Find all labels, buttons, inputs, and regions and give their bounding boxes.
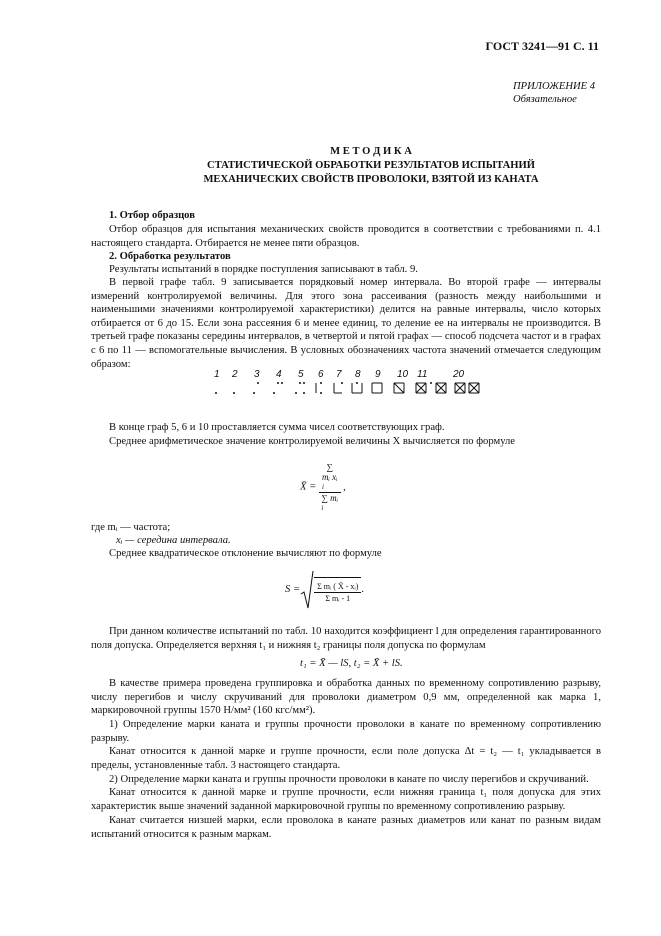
tally-label: 9 <box>375 369 381 380</box>
paragraph: Среднее арифметическое значение контролируемой величины X вычисляется по формуле <box>109 436 516 447</box>
tally-label: 8 <box>355 369 361 380</box>
tally-label: 6 <box>318 369 324 380</box>
tally-dot <box>303 382 305 384</box>
paragraph: В конце граф 5, 6 и 10 проставляется сумма чисел соответствующих граф. <box>109 422 445 433</box>
standard-code: ГОСТ 3241—91 С. 11 <box>485 39 599 53</box>
definition: где mᵢ — частота; <box>91 522 171 533</box>
tally-dot <box>215 392 217 394</box>
appendix-status: Обязательное <box>513 94 577 105</box>
tally-label: 7 <box>336 369 342 380</box>
tolerance-formula: t₁ = X̄ — lS, t₂ = X̄ + lS. <box>300 658 403 669</box>
tally-dot <box>430 382 432 384</box>
tally-marks <box>212 381 482 397</box>
tally-dot <box>320 382 322 384</box>
mean-formula: X̄ = ∑ mᵢ xᵢ i ∑ mᵢ i , <box>300 462 346 512</box>
tally-dot <box>277 382 279 384</box>
paragraph: Отбор образцов для испытания механических свойств проводится в соответствии с требованиями п. 4.1 настоящего стандарта. Отбирается не менее пяти образцов. <box>91 224 601 249</box>
definition: xᵢ — середина интервала. <box>116 535 231 546</box>
tally-dot <box>253 392 255 394</box>
tally-label: 5 <box>298 369 304 380</box>
paragraph: В первой графе табл. 9 записывается порядковый номер интервала. Во второй графе — интервалы измерений контролируемой величины. Для этого зона рассеивания (разность между наибольшими и наименьшими значениями контролируемой характеристики) делится на равные интервалы, число которых отбирается от 6 до 15. Если зона рассеяния 6 и менее единиц, то деление ее на интервалы не производится. В третьей графе показаны середины интервалов, в четвертой и пятой графах — способ подсчета частот и в графах с 6 по 11 — вспомогательные вычисления. В условных обозначениях частота значений отмечается следующим образом: <box>91 277 601 370</box>
tally-dot <box>356 382 358 384</box>
tally-dot <box>295 392 297 394</box>
std-dev-formula: S = $\frac{\text{Σ mᵢ ( X̄ - xᵢ)}}{\text{Σ mᵢ - 1}}$ . <box>285 570 364 610</box>
paragraph: Результаты испытаний в порядке поступления записывают в табл. 9. <box>109 264 418 275</box>
tally-dot <box>341 382 343 384</box>
tally-dot <box>257 382 259 384</box>
section-heading: 1. Отбор образцов <box>109 210 195 221</box>
paragraph: При данном количестве испытаний по табл. 10 находится коэффициент l для определения гарантированного поля допуска. Определяется верхняя t₁ и нижняя t₂ границы поля допуска по формулам <box>91 626 601 651</box>
paragraph: В качестве примера проведена группировка и обработка данных по временному сопротивлению разрыву, числу перегибов и числу скручиваний для проволоки диаметром 0,9 мм, определенной как марка 1, маркировочной группы 1570 Н/мм² (160 кгс/мм²). <box>91 678 601 717</box>
title-line: СТАТИСТИЧЕСКОЙ ОБРАБОТКИ РЕЗУЛЬТАТОВ ИСПЫТАНИЙ <box>206 160 536 171</box>
tally-label: 20 <box>453 369 465 380</box>
tally-line <box>394 383 404 393</box>
tally-legend <box>212 368 482 402</box>
tally-label: 3 <box>254 369 260 380</box>
section-heading: 2. Обработка результатов <box>109 251 231 262</box>
tally-label: 2 <box>232 369 238 380</box>
paragraph: Среднее квадратическое отклонение вычисляют по формуле <box>109 548 382 559</box>
paragraph: Канат относится к данной марке и группе прочности, если поле допуска Δt = t₂ — t₁ укладывается в пределы, установленные табл. 3 настоящего стандарта. <box>91 746 601 771</box>
paragraph: Канат относится к данной марке и группе прочности, если нижняя граница t₁ поля допуска для этих характеристик выше значений заданной маркировочной группы по временному сопротивлению разрыву. <box>91 787 601 812</box>
tally-dot <box>233 392 235 394</box>
tally-dot <box>303 392 305 394</box>
paragraph: 2) Определение марки каната и группы прочности проволоки в канате по числу перегибов и скручиваний. <box>109 774 589 785</box>
tally-dot <box>299 382 301 384</box>
tally-dot <box>273 392 275 394</box>
tally-label: 10 <box>397 369 409 380</box>
tally-label: 4 <box>276 369 282 380</box>
title-line: МЕХАНИЧЕСКИХ СВОЙСТВ ПРОВОЛОКИ, ВЗЯТОЙ ИЗ КАНАТА <box>203 174 539 185</box>
tally-label: 1 <box>214 369 220 380</box>
tally-label: 11 <box>417 369 428 380</box>
paragraph: Канат считается низшей марки, если проволока в канате разных диаметров или канат по разным видам испытаний относится к разным маркам. <box>91 815 601 840</box>
paragraph: 1) Определение марки каната и группы прочности проволоки в канате по временному сопротивлению разрыву. <box>91 719 601 744</box>
tally-dot <box>320 392 322 394</box>
title-line: М Е Т О Д И К А <box>330 146 412 157</box>
tally-dot <box>281 382 283 384</box>
appendix-label: ПРИЛОЖЕНИЕ 4 <box>513 81 596 92</box>
